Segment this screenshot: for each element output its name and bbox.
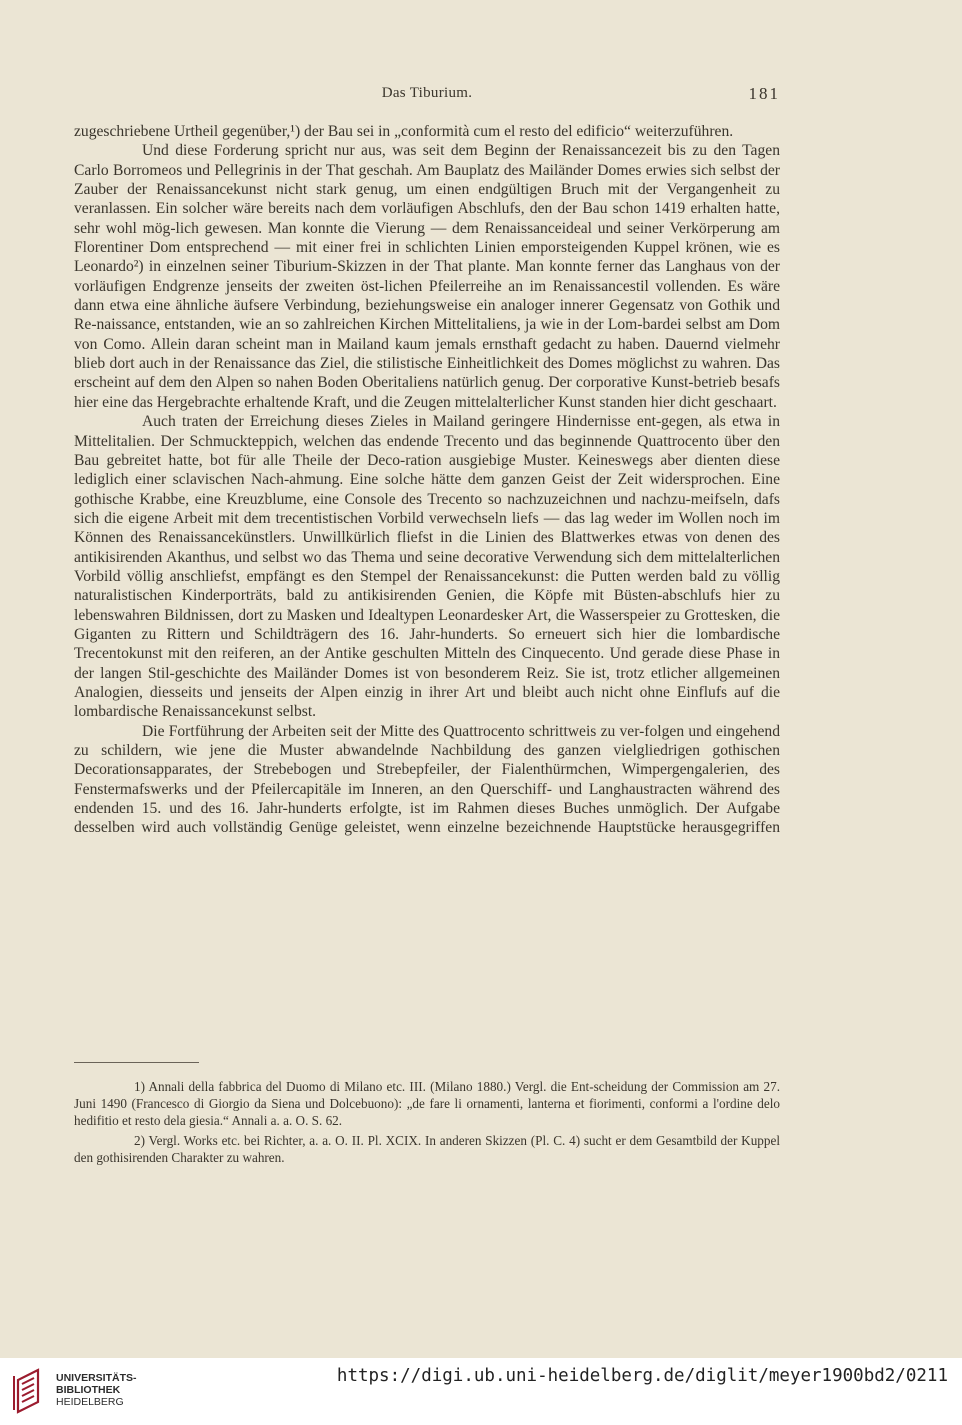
footnote-rule [74, 1062, 199, 1063]
page-header [74, 85, 780, 107]
library-name-line3: HEIDELBERG [56, 1396, 124, 1408]
footnote-2: 2) Vergl. Works etc. bei Richter, a. a. O. II. Pl. XCIX. In anderen Skizzen (Pl. C. 4) sucht er dem Gesamtbild der Kuppel den gothisirenden Charakter zu wahren. [74, 1133, 780, 1166]
library-name[interactable] [56, 1372, 137, 1408]
library-logo-icon[interactable] [8, 1366, 50, 1416]
library-name-line2: BIBLIOTHEK [56, 1384, 121, 1396]
footnotes [74, 1079, 780, 1171]
body-text [74, 122, 780, 838]
footnote-1: 1) Annali della fabbrica del Duomo di Milano etc. III. (Milano 1880.) Vergl. die Ent-scheidung der Commission am 27. Juni 1490 (Francesco di Giorgio da Siena und Dolcebuono): „de fare li ornamenti, lanterna et fiorimenti, conformi a l'ordine delo hedifitio et resto dela giesia.“ Annali a. a. O. S. 62. [74, 1079, 780, 1128]
paragraph-3: Auch traten der Erreichung dieses Zieles in Mailand geringere Hindernisse ent-gegen, als etwa in Mittelitalien. Der Schmuckteppich, welchen das endende Trecento und das beginnende Quattrocento über den Bau gebreitet hatte, bot für alle Theile der Deco-ration ausgiebige Muster. Keineswegs aber dienten diese lediglich einer sclavischen Nach-ahmung. Eine solche hätte dem ganzen Geist der Zeit widersprochen. Eine gothische Krabbe, eine Kreuzblume, eine Console des Trecento so nachzuzeichnen und nachzu-meifseln, dafs sich die eigene Arbeit mit dem trecentistischen Vorbild verwechseln liefs — das lag weder im Wollen noch im Können des Renaissancekünstlers. Unwillkürlich fliefst in die Linien des Blattwerkes etwas von denen des antikisirenden Akanthus, und selbst wo das Thema und seine decorative Verwendung sich dem mittelalterlichen Vorbild völlig anschliefst, empfängt es den Stempel der Renaissancekunst: die Putten werden bald zu völlig naturalistischen Kinderporträts, bald zu antikisirenden Genien, die Köpfe mit Büsten-abschlufs hier zu lebenswahren Bildnissen, dort zu Masken und Idealtypen Leonardesker Art, die Wasserspeier zu Grottesken, die Giganten zu Rittern und Schildträgern des 16. Jahr-hunderts. So erneuert sich hier die lombardische Trecentokunst mit den reiferen, an der Antike geschulten Mitteln des Cinquecento. Und gerade diese Phase in der langen Stil-geschichte des Mailänder Domes ist von besonderem Reiz. Sie ist, trotz etlicher allgemeinen Analogien, diesseits und jenseits der Alpen einzig in ihrer Art und bleibt auch nicht ohne Einflufs auf die lombardische Renaissancekunst selbst. [74, 413, 780, 721]
running-title: Das Tiburium. [381, 85, 473, 101]
paragraph-1: zugeschriebene Urtheil gegenüber,¹) der Bau sei in „conformità cum el resto del edificio“ weiterzuführen. [74, 123, 734, 140]
library-name-line1: UNIVERSITÄTS- [56, 1372, 137, 1384]
page-number: 181 [748, 84, 780, 103]
viewer-footer [0, 1358, 962, 1425]
permalink-url[interactable]: https://digi.ub.uni-heidelberg.de/diglit/meyer1900bd2/0211 [336, 1366, 948, 1386]
paragraph-4: Die Fortführung der Arbeiten seit der Mitte des Quattrocento schrittweis zu ver-folgen und eingehend zu schildern, wie jene die Muster abwandelnde Nachbildung des ganzen vielgliedrigen gothischen Decorationsapparates, der Strebebogen und Strebepfeiler, der Fialenthürmchen, Wimpergengalerien, des Fenstermafswerks und der Pfeilercapitäle im Inneren, an den Querschiff- und Langhaustracten während des endenden 15. und des 16. Jahr-hunderts erfolgte, ist im Rahmen dieses Buches unmöglich. Der Aufgabe desselben wird auch vollständig Genüge geleistet, wenn einzelne bezeichnende Hauptstücke herausgegriffen [74, 722, 780, 837]
paragraph-2: Und diese Forderung spricht nur aus, was seit dem Beginn der Renaissancezeit bis zu den Tagen Carlo Borromeos und Pellegrinis in der That geschah. Am Bauplatz des Mailänder Domes erwies sich selbst der Zauber der Renaissancekunst nicht stark genug, um einen endgültigen Bruch mit der Vergangenheit zu veranlassen. Ein solcher wäre bereits nach dem vorläufigen Abschlufs, den der Bau schon 1419 erhalten hatte, sehr wohl mög-lich gewesen. Man konnte die Vierung — dem Renaissanceideal und seiner Verkörperung am Florentiner Dom entsprechend — mit einer frei in schlichten Linien emporsteigenden Kuppel krönen, wie es Leonardo²) in einzelnen seiner Tiburium-Skizzen in der That plante. Man konnte ferner das Langhaus von der vorläufigen Endgrenze jenseits der zweiten öst-lichen Pfeilerreihe an im Renaissancestil vollenden. Es wäre dann etwa eine ähnliche äufsere Verbindung, beziehungsweise ein analoger innerer Gegensatz von Gothik und Re-naissance, entstanden, wie an so zahlreichen Kirchen Mittelitaliens, ja wie in der Lom-bardei selbst am Dom von Como. Allein daran scheint man in Mailand kaum jemals ernsthaft gedacht zu haben. Dauernd vielmehr blieb dort auch in der Renaissance das Ziel, die stilistische Einheitlichkeit des Domes möglichst zu wahren. Das erscheint auf dem den Alpen so nahen Boden Oberitaliens natürlich genug. Der corporative Kunst-betrieb besafs hier eine das Hergebrachte erhaltende Kraft, und die Zeugen mittelalterlicher Kunst standen hier dicht geschaart. [74, 142, 780, 411]
